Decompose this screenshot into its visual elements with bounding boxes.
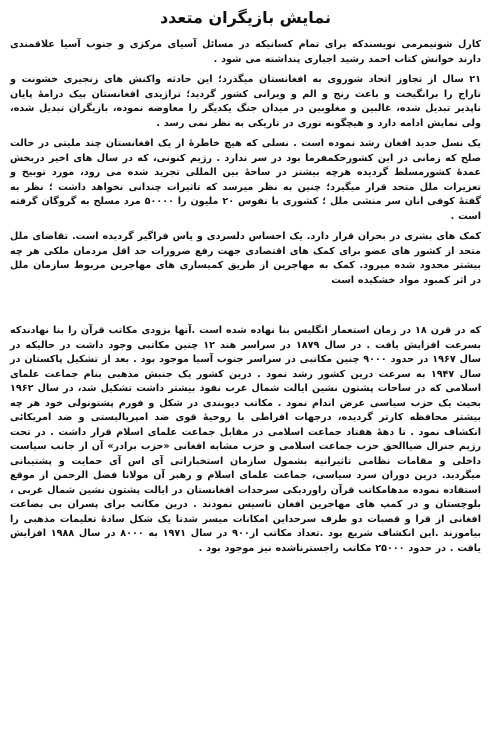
paragraph-humanitarian-aid: کمک های بشری در بحران قرار دارد. یک احساس دلسردی و یاس فراگیر گردیده است. تقاضای ملل متحد از کشور های عضو برای کمک های اقتصادی جهت رفع ضرورات حد اقل مردمان ملکی هر چه بیشتر محدود شده میرود. کمک به مهاجرین از طریق کمیساری های مهاجرین مربوط سازمان ملل در اثر کمبود مواد خشکیده است — [10, 231, 481, 286]
page-title: نمایش بازیگران متعدد — [159, 8, 332, 27]
paragraph-intro: کارل شونیمرمی نویسندکه برای تمام کسانیکه در مسائل آسیای مرکزی و جنوب آسیا علاقمندی دارند خوانش کتاب احمد رشید اجباری پنداشته می شود . — [10, 39, 481, 65]
paragraph-new-generation: یک نسل جدید افغان رشد نموده است . نسلی که هیچ خاطرهٔ از یک افغانستان چند ملیتی در حالت صلح که زمانی در این کشورحکمفرما بود در سر ندارد . رژیم کنونی، که در سال های اخیر دربخش عمدهٔ کشورمسلط گردیده هرچه بیشتر در ساحهٔ بین المللی تجرید شده می رود، مورد توبیخ و تعزیرات ملل متحد قرار میگیرد؛ چنین به نظر میرسد که تاثیرات چندانی نخواهد داشت ؛ نظر به گفتهٔ کوفی انان سر منشی ملل ؛ کشوری با نفوس ۲۰ ملیون را ۵۰۰۰۰ مرد مسلح به گروگان گرفته است . — [10, 138, 481, 222]
paragraph-soviet-invasion: ۲۱ سال از تجاوز اتحاد شوروی به افغانستان میگذرد؛ این حادثه واکنش های زنجیری خشونت و تاراج را برانگیخت و باعث رنج و الم و ویرانی کشور گردید؛ تراژیدی افغانستان بیک درامهٔ پایان ناپذیر تبدیل شده، غالبین و مغلوبین در میدان جنگ یکدیگر را معاوضه نموده، بازیگران تبدیل شده، ولی نمایش ادامه دارد و هیچگونه نوری در تاریکی به نظر نمی رسد . — [10, 74, 481, 129]
paragraph-quran-schools: که در قرن ۱۸ در زمان استعمار انگلیس بنا نهاده شده است .آنها بزودی مکاتب قرآن را بنا نهادندکه بسرعت افزایش یافت . در سال ۱۸۷۹ در سراسر هند ۱۲ چنین مکاتبی وجود داشت در حالیکه در سال ۱۹۶۷ در حدود ۹۰۰۰ چنین مکاتبی در سراسر جنوب آسیا موجود بود . بعد از تشکیل پاکستان در سال ۱۹۴۷ به سرعت درین کشور رشد نمود . درین کشور یک جنبش مذهبی بنام جماعت علمای اسلامی که در ساحات پشتون نشین ایالت شمال غرب نفوذ بیشتر داشت تشکیل شد، در سال ۱۹۶۲ بحیث یک حزب سیاسی عرض اندام نمود . مکاتب دیوبندی در شکل و فورم پشتونولی خود هر چه بیشتر محافظه کارتر گردیده، درجهات افراطی با روحیهٔ قوی ضد امپریالیستی و ضد امریکائی انکشاف نمود . تا دههٔ هفتاد جماعت اسلامی در مقابل جماعت علمای اسلام قرار داشت . در تحت رژیم جنرال ضیاالحق حزب جماعت اسلامی و حزب مشابه افغانی «حزب برادر» آن از جانب سیاست داخلی و مقامات نظامی تاثیرانیه بشمول سازمان استخباراتی آی اس آی حمایت و پشتیبانی میگردید. درین دوران سرد سیاسی، جماعت علمای اسلام و رهبر آن مولانا فضل الرحمن از موقع استفاده نموده مدهامکاتب قرآن راوردیکی سرحدات افغانستان در ایالت پشتون نشین شمال غربی ، بلوچستان و در کمپ های مهاجرین افغان تاسیس نمودند . درین مکاتب برای پسران بی بضاعت افغانی از قرا و قصبات دو طرف سرحداین امکانات میسر شدتا یک شکل سادهٔ تعلیمات مذهبی را بیاموزند .این انکشاف شریع بود .تعداد مکاتب از۹۰۰ در سال ۱۹۷۱ به ۸۰۰۰ در سال ۱۹۸۸ افزایش یافت . در حدود ۲۵۰۰۰ مکاتب راجسترناشده نیز موجود بود . — [10, 325, 482, 554]
